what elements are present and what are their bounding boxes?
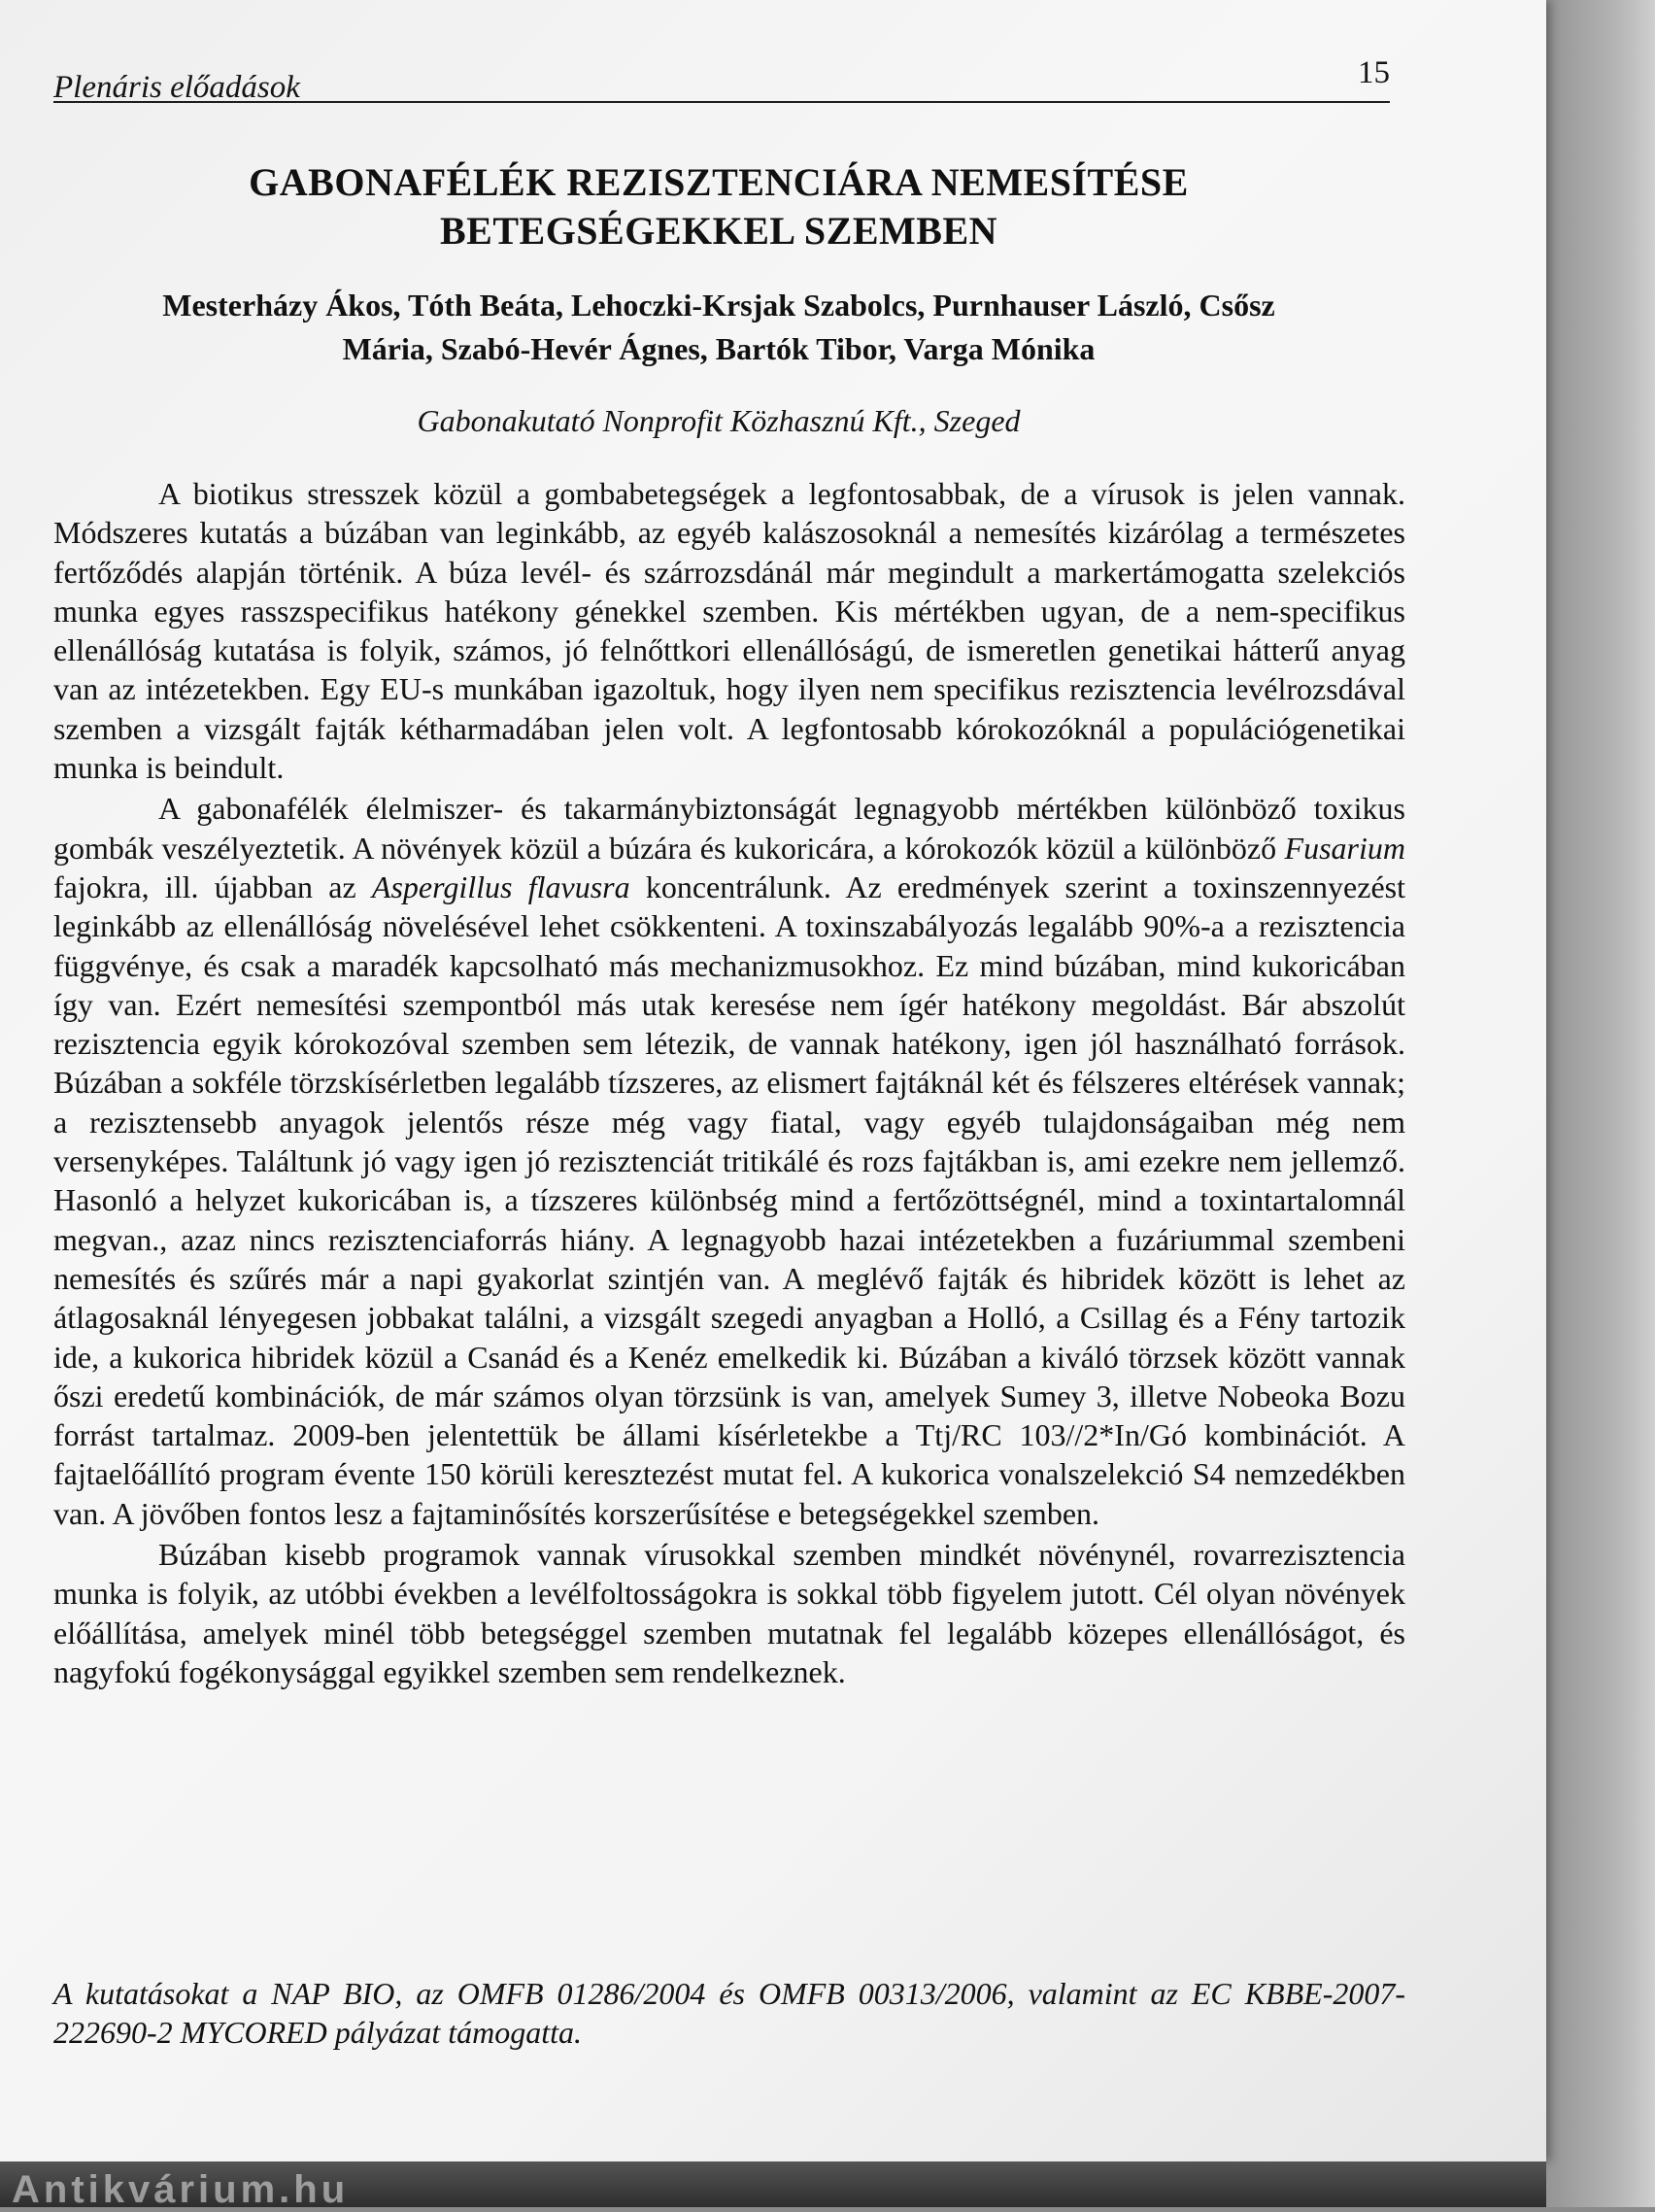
author-list	[53, 284, 1384, 371]
affiliation: Gabonakutató Nonprofit Közhasznú Kft., Szeged	[417, 403, 1021, 438]
paragraph-2-part-c: koncentrálunk. Az eredmények szerint a toxinszennyezést leginkább az ellenállóság növelésével lehet csökkenteni. A toxinszabályozás legalább 90%-a a rezisztencia függvénye, és csak a maradék kapcsolható más mechanizmusokhoz. Ez mind búzában, mind kukoricában így van. Ezért nemesítési szempontból más utak keresése nem ígér hatékony megoldást. Bár abszolút rezisztencia egyik kórokozóval szemben sem létezik, de vannak hatékony, igen jól használható források. Búzában a sokféle törzskísérletben legalább tízszeres, az elismert fajtáknál két és félszeres eltérések vannak; a rezisztensebb anyagok jelentős része még vagy fiatal, vagy egyéb tulajdonságaiban még nem versenyképes. Találtunk jó vagy igen jó rezisztenciát tritikálé és rozs fajtákban is, ami ezekre nem jellemző. Hasonló a helyzet kukoricában is, a tízszeres különbség mind a fertőzöttségnél, mind a toxintartalomnál megvan., azaz nincs rezisztenciaforrás hiány. A legnagyobb hazai intézetekben a fuzáriummal szembeni nemesítés és szűrés már a napi gyakorlat szintjén van. A meglévő fajták és hibridek között is lehet az átlagosaknál lényegesen jobbakat találni, a vizsgált szegedi anyagban a Holló, a Csillag és a Fény tartozik ide, a kukorica hibridek közül a Csanád és a Kenéz emelkedik ki. Búzában a kiváló törzsek között vannak őszi eredetű kombinációk, de már számos olyan törzsünk is van, amelyek Sumey 3, illetve Nobeoka Bozu forrást tartalmaz. 2009-ben jelentettük be állami kísérletekbe a Ttj/RC 103//2*In/Gó kombinációt. A fajtaelőállító program évente 150 körüli keresztezést mutat fel. A kukorica vonalszelekció S4 nemzedékben van. A jövőben fontos lesz a fajtaminősítés korszerűsítése e betegségekkel szemben.	[53, 868, 1406, 1531]
paragraph-2-part-b: fajokra, ill. újabban az	[53, 868, 372, 904]
paragraph-2-part-a: A gabonafélék élelmiszer- és takarmánybiztonságát legnagyobb mértékben különböző toxikus gombák veszélyeztetik. A növények közül a búzára és kukoricára, a kórokozók közül a különböző	[53, 791, 1405, 866]
title-line-1: GABONAFÉLÉK REZISZTENCIÁRA NEMESÍTÉSE	[249, 160, 1189, 204]
running-head: Plenáris előadások	[53, 70, 300, 105]
acknowledgement: A kutatásokat a NAP BIO, az OMFB 01286/2004 és OMFB 00313/2006, valamint az EC KBBE-2007-222690-2 MYCORED pályázat támogatta.	[53, 1976, 1405, 2050]
watermark: Antikvárium.hu	[12, 2168, 350, 2211]
page-number: 15	[1358, 55, 1390, 90]
title-line-2: BETEGSÉGEKKEL SZEMBEN	[439, 209, 998, 253]
paragraph-1: A biotikus stresszek közül a gombabetegségek a legfontosabbak, de a vírusok is jelen vannak. Módszeres kutatás a búzában van leginkább, az egyéb kalászosoknál a nemesítés kizárólag a természetes fertőződés alapján történik. A búza levél- és szárrozsdánál már megindult a markertámogatta szelekciós munka egyes rasszspecifikus hatékony génekkel szemben. Kis mértékben ugyan, de a nem-specifikus ellenállóság kutatása is folyik, számos, jó felnőttkori ellenállóságú, de ismeretlen genetikai hátterű anyag van az intézetekben. Egy EU-s munkában igazoltuk, hogy ilyen nem specifikus rezisztencia levélrozsdával szemben a vizsgált fajták kétharmadában jelen volt. A legfontosabb kórokozóknál a populációgenetikai munka is beindult.	[53, 476, 1405, 786]
authors-line-1: Mesterházy Ákos, Tóth Beáta, Lehoczki-Krsjak Szabolcs, Purnhauser László, Csősz	[162, 288, 1275, 323]
genus-fusarium: Fusarium	[1284, 830, 1405, 866]
abstract-body	[53, 474, 1405, 1691]
paragraph-3: Búzában kisebb programok vannak vírusokkal szemben mindkét növénynél, rovarrezisztencia munka is folyik, az utóbbi években a levélfoltosságokra is sokkal több figyelem jutott. Cél olyan növények előállítása, amelyek minél több betegséggel szemben mutatnak fel legalább közepes ellenállóságot, és nagyfokú fogékonysággal egyikkel szemben sem rendelkeznek.	[53, 1537, 1405, 1689]
page-header	[53, 55, 1390, 105]
genus-aspergillus: Aspergillus flavusra	[371, 868, 630, 904]
authors-line-2: Mária, Szabó-Hevér Ágnes, Bartók Tibor, Varga Mónika	[342, 331, 1096, 366]
paragraph-2	[53, 789, 1405, 1533]
article-title	[87, 158, 1350, 255]
